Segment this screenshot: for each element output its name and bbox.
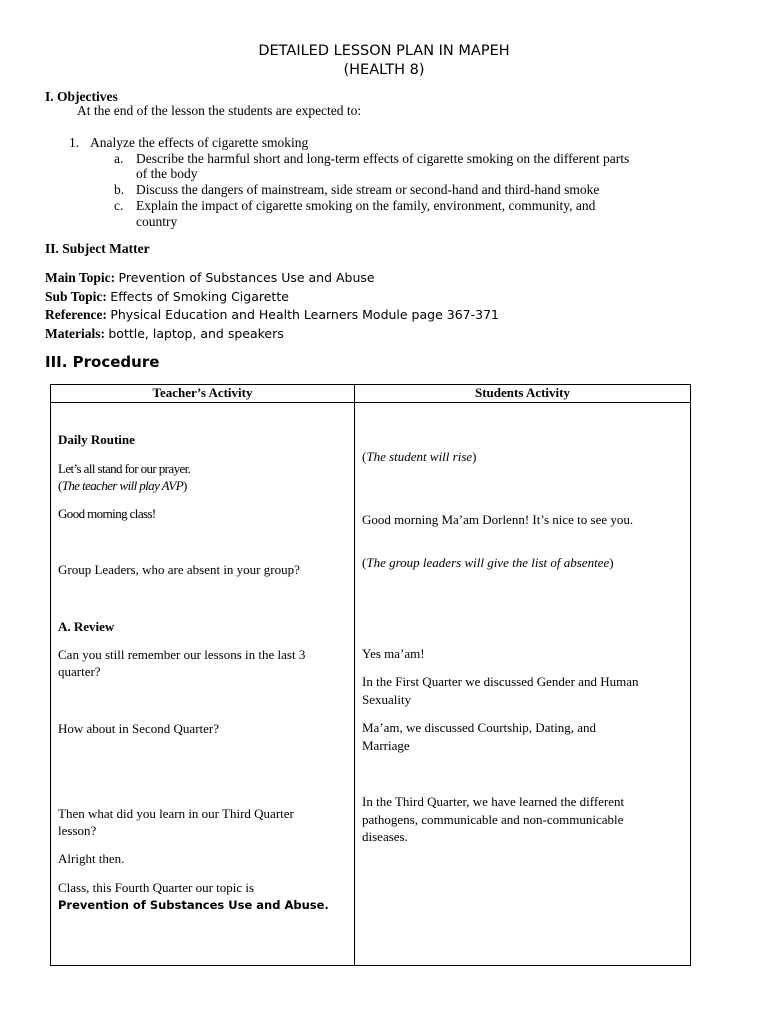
student-leaders-open: (	[362, 555, 367, 570]
student-first-line2: Sexuality	[362, 692, 412, 707]
materials-label: Materials:	[45, 326, 105, 341]
student-second-line1: Ma’am, we discussed Courtship, Dating, and	[362, 720, 596, 735]
procedure-heading: III. Procedure	[45, 353, 160, 371]
teacher-avp-text: The teacher will play AVP	[61, 478, 184, 493]
main-topic-row	[45, 269, 375, 287]
teacher-fourth-quarter: Class, this Fourth Quarter our topic is	[58, 880, 255, 895]
objective-sub-a-line2: of the body	[136, 166, 198, 181]
objective-sub-c-line2: country	[136, 214, 178, 229]
teacher-third-line1: Then what did you learn in our Third Quarter	[58, 806, 294, 821]
objective-main-number: 1.	[69, 135, 80, 150]
teacher-activity-header: Teacher’s Activity	[51, 385, 355, 403]
student-rise-close: )	[472, 449, 477, 464]
students-activity-cell	[355, 403, 691, 966]
student-third-line3: diseases.	[362, 829, 408, 844]
teacher-avp-open: (	[58, 478, 62, 493]
objective-main-item: Analyze the effects of cigarette smoking	[90, 135, 309, 150]
student-second-line2: Marriage	[362, 738, 410, 753]
sub-topic-row	[45, 288, 289, 306]
review-heading: A. Review	[58, 619, 115, 634]
teacher-second-quarter: How about in Second Quarter?	[58, 721, 220, 736]
teacher-greeting: Good morning class!	[58, 506, 156, 521]
students-activity-header: Students Activity	[355, 385, 691, 403]
teacher-fourth-topic: Prevention of Substances Use and Abuse.	[58, 898, 329, 912]
teacher-remember-line2: quarter?	[58, 664, 101, 679]
materials-value: bottle, laptop, and speakers	[108, 326, 284, 341]
procedure-table-header	[51, 385, 691, 403]
student-third-line1: In the Third Quarter, we have learned the different	[362, 794, 625, 809]
student-rise-open: (	[362, 449, 367, 464]
procedure-table	[50, 384, 691, 966]
student-greeting: Good morning Ma’am Dorlenn! It’s nice to see you.	[362, 512, 634, 527]
objective-sub-letter-c: c.	[114, 198, 124, 213]
document-title-line2: (HEALTH 8)	[343, 62, 425, 78]
teacher-alright: Alright then.	[58, 851, 125, 866]
objective-sub-letter-a: a.	[114, 151, 124, 166]
teacher-prayer: Let’s all stand for our prayer.	[58, 461, 191, 476]
sub-topic-label: Sub Topic:	[45, 289, 107, 304]
student-rise-text: The student will rise	[366, 449, 473, 464]
daily-routine-heading: Daily Routine	[58, 432, 135, 447]
teacher-absent-question: Group Leaders, who are absent in your group?	[58, 562, 300, 577]
reference-label: Reference:	[45, 307, 107, 322]
teacher-third-line2: lesson?	[58, 823, 97, 838]
objective-sub-a-line1: Describe the harmful short and long-term effects of cigarette smoking on the different parts	[136, 151, 630, 166]
procedure-table-body	[51, 403, 691, 966]
materials-row	[45, 325, 284, 343]
student-rise-note	[362, 448, 477, 465]
student-first-line1: In the First Quarter we discussed Gender and Human	[362, 674, 639, 689]
student-leaders-close: )	[609, 555, 614, 570]
subject-matter-heading: II. Subject Matter	[45, 241, 150, 256]
student-yes: Yes ma’am!	[362, 646, 425, 661]
objectives-heading: I. Objectives	[45, 89, 118, 104]
student-leaders-note	[362, 554, 614, 571]
main-topic-value: Prevention of Substances Use and Abuse	[118, 270, 375, 285]
student-third-line2: pathogens, communicable and non-communicable	[362, 812, 624, 827]
objective-sub-c-line1: Explain the impact of cigarette smoking on the family, environment, community, and	[136, 198, 596, 213]
objective-sub-letter-b: b.	[114, 182, 125, 197]
teacher-activity-cell	[51, 403, 355, 966]
reference-row	[45, 306, 499, 324]
objective-sub-b-line1: Discuss the dangers of mainstream, side stream or second-hand and third-hand smoke	[136, 182, 600, 197]
teacher-avp-note	[58, 477, 187, 494]
objectives-intro: At the end of the lesson the students are expected to:	[77, 103, 362, 118]
main-topic-label: Main Topic:	[45, 270, 116, 285]
reference-value: Physical Education and Health Learners Module page 367-371	[110, 307, 499, 322]
sub-topic-value: Effects of Smoking Cigarette	[110, 289, 289, 304]
teacher-avp-close: )	[183, 478, 187, 493]
student-leaders-text: The group leaders will give the list of absentee	[366, 555, 610, 570]
teacher-remember-line1: Can you still remember our lessons in the last 3	[58, 647, 306, 662]
document-title-line1: DETAILED LESSON PLAN IN MAPEH	[258, 43, 510, 59]
